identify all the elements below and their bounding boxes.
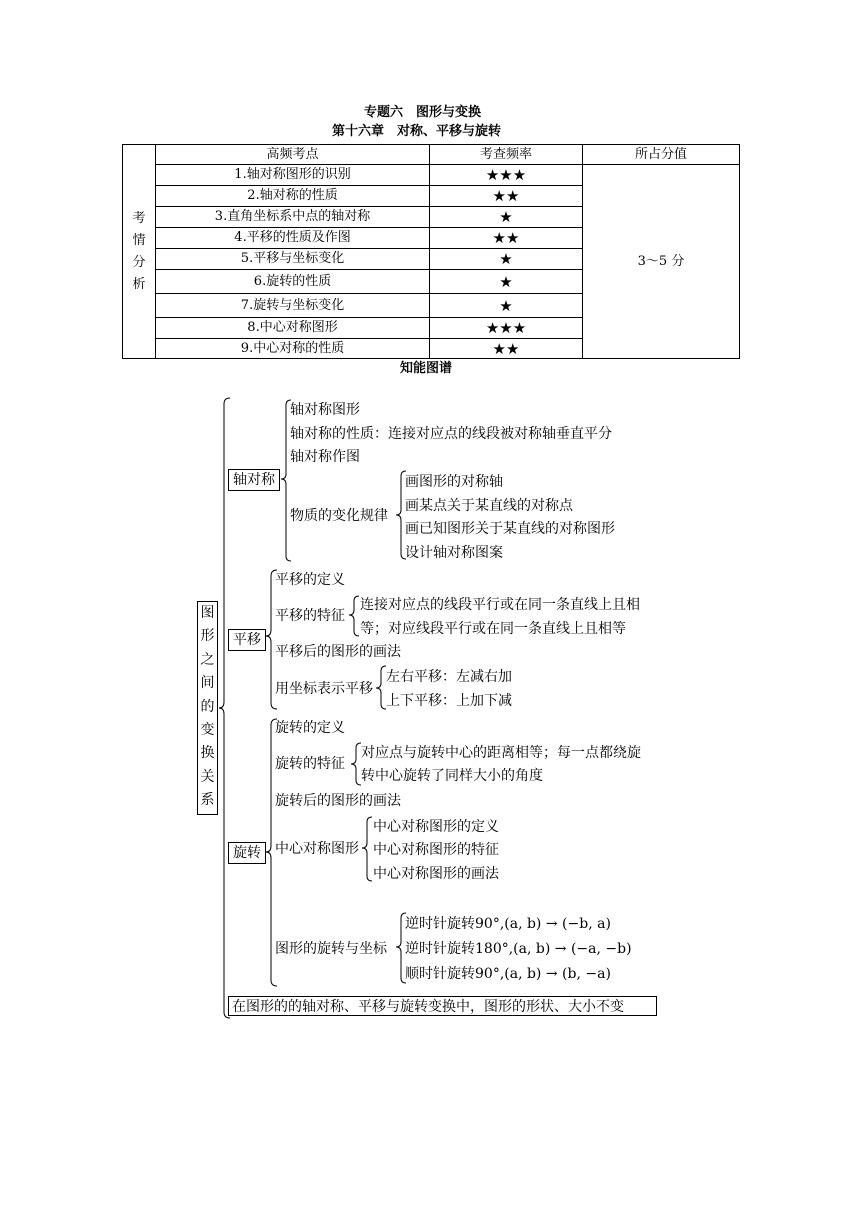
axis-sub-item: 画已知图形关于某直线的对称图形 <box>405 521 615 537</box>
col-header-score: 所占分值 <box>583 145 740 165</box>
topic-title: 专题六 图形与变换 <box>364 105 482 120</box>
translate-feature-text: 等；对应线段平行或在同一条直线上且相等 <box>360 621 626 637</box>
table-row: 1.轴对称图形的识别 ★★★ 3～5 分 <box>123 165 740 186</box>
center-sym-item: 中心对称图形的特征 <box>373 842 499 858</box>
translate-item: 平移的特征 <box>275 608 345 624</box>
axis-item: 轴对称图形 <box>290 402 360 418</box>
rotate-item: 旋转的特征 <box>275 756 345 772</box>
rotate-item: 旋转后的图形的画法 <box>275 793 401 809</box>
translate-feature-text: 连接对应点的线段平行或在同一条直线上且相 <box>360 597 640 613</box>
table-row: 6.旋转的性质 ★ <box>123 270 740 294</box>
table-row: 4.平移的性质及作图 ★★ <box>123 228 740 249</box>
table-row: 8.中心对称图形 ★★★ <box>123 318 740 339</box>
table-row: 3.直角坐标系中点的轴对称 ★ <box>123 207 740 228</box>
rotate-item: 图形的旋转与坐标 <box>275 941 387 957</box>
axis-sub-item: 设计轴对称图案 <box>405 545 503 561</box>
side-label: 考 情 分 析 <box>123 145 156 359</box>
axis-item: 物质的变化规律 <box>290 508 388 524</box>
center-sym-item: 中心对称图形的定义 <box>373 819 499 835</box>
axis-sub-item: 画图形的对称轴 <box>405 474 503 490</box>
rotate-item: 旋转的定义 <box>275 720 345 736</box>
axis-symmetry-node: 轴对称 <box>228 469 280 491</box>
translate-item: 平移后的图形的画法 <box>275 644 401 660</box>
table-row: 9.中心对称的性质 ★★ <box>123 339 740 359</box>
table-row: 5.平移与坐标变化 ★ <box>123 249 740 270</box>
axis-item: 轴对称作图 <box>290 449 360 465</box>
translate-coord-item: 左右平移：左减右加 <box>386 669 512 685</box>
rotate-feature-text: 对应点与旋转中心的距离相等；每一点都绕旋 <box>361 745 641 761</box>
translate-item: 平移的定义 <box>275 572 345 588</box>
col-header-freq: 考查频率 <box>430 145 583 165</box>
table-row: 7.旋转与坐标变化 ★ <box>123 294 740 318</box>
rotate-coord-item: 逆时针旋转180°,(a, b) → (−a, −b) <box>405 941 632 957</box>
rotate-feature-text: 转中心旋转了同样大小的角度 <box>361 768 543 784</box>
axis-item: 轴对称的性质：连接对应点的线段被对称轴垂直平分 <box>290 426 612 442</box>
chapter-title: 第十六章 对称、平移与旋转 <box>332 124 502 139</box>
axis-sub-item: 画某点关于某直线的对称点 <box>405 498 573 514</box>
rotate-item: 中心对称图形 <box>275 841 359 857</box>
translate-item: 用坐标表示平移 <box>275 681 373 697</box>
rotate-coord-item: 顺时针旋转90°,(a, b) → (b, −a) <box>405 966 611 982</box>
table-row: 2.轴对称的性质 ★★ <box>123 186 740 207</box>
rotate-coord-item: 逆时针旋转90°,(a, b) → (−b, a) <box>405 916 611 932</box>
translation-node: 平移 <box>228 629 266 651</box>
translate-coord-item: 上下平移：上加下减 <box>386 693 512 709</box>
conclusion-box: 在图形的的轴对称、平移与旋转变换中，图形的形状、大小不变 <box>228 996 657 1016</box>
center-sym-item: 中心对称图形的画法 <box>373 866 499 882</box>
col-header-point: 高频考点 <box>156 145 430 165</box>
score-cell: 3～5 分 <box>583 165 740 359</box>
root-node: 图 形 之 间 的 变 换 关 系 <box>197 601 218 815</box>
map-title: 知能图谱 <box>400 361 453 376</box>
rotation-node: 旋转 <box>228 842 266 864</box>
